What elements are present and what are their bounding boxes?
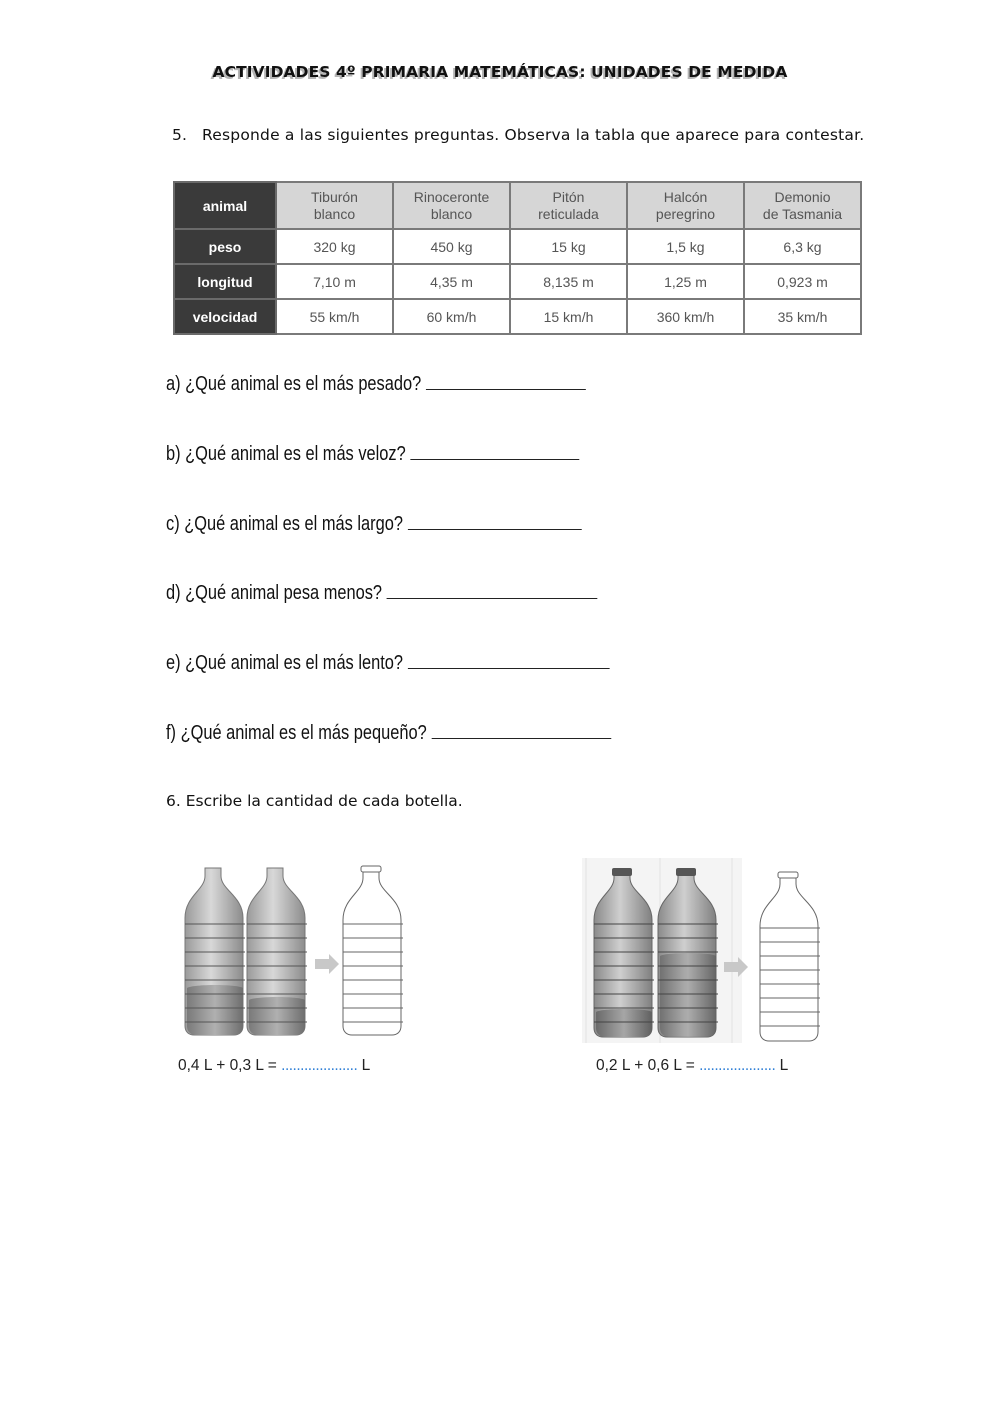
table-cell: 1,25 m xyxy=(627,264,744,299)
table-cell: 0,923 m xyxy=(744,264,861,299)
equation-left-unit: L xyxy=(361,1057,371,1074)
answer-blank-c[interactable] xyxy=(408,515,582,530)
table-col-header: Pitón reticulada xyxy=(510,182,627,229)
question-d: d) ¿Qué animal pesa menos? xyxy=(166,582,598,605)
row-label: velocidad xyxy=(174,299,276,334)
empty-bottle-icon xyxy=(343,866,403,1035)
table-cell: 7,10 m xyxy=(276,264,393,299)
table-cell: 6,3 kg xyxy=(744,229,861,264)
equation-left xyxy=(178,1057,370,1075)
table-col-header: Demonio de Tasmania xyxy=(744,182,861,229)
animal-table xyxy=(173,181,862,335)
bottle-icon xyxy=(185,868,245,1035)
equation-right-unit: L xyxy=(779,1057,789,1074)
question-f: f) ¿Qué animal es el más pequeño? xyxy=(166,722,611,745)
table-row-velocidad xyxy=(174,299,861,334)
answer-blank-d[interactable] xyxy=(387,584,598,599)
answer-blank-f[interactable] xyxy=(432,724,612,739)
row-label: peso xyxy=(174,229,276,264)
answer-blank-b[interactable] xyxy=(411,445,580,460)
table-header-row xyxy=(174,182,861,229)
answer-blank-left[interactable]: .................... xyxy=(281,1057,358,1074)
row-label: longitud xyxy=(174,264,276,299)
answer-blank-a[interactable] xyxy=(426,375,586,390)
exercise-5-text: Responde a las siguientes preguntas. Observa la tabla que aparece para contestar. xyxy=(202,126,865,144)
table-corner-cell: animal xyxy=(174,182,276,229)
table-cell: 15 kg xyxy=(510,229,627,264)
table-col-header: Rinoceronte blanco xyxy=(393,182,510,229)
answer-blank-e[interactable] xyxy=(408,654,610,669)
table-cell: 15 km/h xyxy=(510,299,627,334)
bottles-illustration-left xyxy=(175,860,415,1040)
bottles-illustration-right xyxy=(582,858,832,1043)
table-cell: 35 km/h xyxy=(744,299,861,334)
table-cell: 1,5 kg xyxy=(627,229,744,264)
table-row-peso xyxy=(174,229,861,264)
exercise-5-number: 5. xyxy=(172,126,188,144)
arrow-right-icon xyxy=(315,954,339,974)
equation-left-expression: 0,4 L + 0,3 L = xyxy=(178,1057,277,1074)
page-title: ACTIVIDADES 4º PRIMARIA MATEMÁTICAS: UNIDADES DE MEDIDA xyxy=(212,63,788,81)
empty-bottle-icon xyxy=(760,872,820,1041)
table-col-header: Tiburón blanco xyxy=(276,182,393,229)
table-row-longitud xyxy=(174,264,861,299)
question-e: e) ¿Qué animal es el más lento? xyxy=(166,652,610,675)
table-cell: 55 km/h xyxy=(276,299,393,334)
table-cell: 8,135 m xyxy=(510,264,627,299)
equation-right-expression: 0,2 L + 0,6 L = xyxy=(596,1057,695,1074)
question-c: c) ¿Qué animal es el más largo? xyxy=(166,513,582,536)
exercise-5-instruction xyxy=(172,126,864,144)
table-cell: 320 kg xyxy=(276,229,393,264)
answer-blank-right[interactable]: .................... xyxy=(699,1057,776,1074)
question-a: a) ¿Qué animal es el más pesado? xyxy=(166,373,586,396)
table-cell: 360 km/h xyxy=(627,299,744,334)
question-b: b) ¿Qué animal es el más veloz? xyxy=(166,443,580,466)
table-col-header: Halcón peregrino xyxy=(627,182,744,229)
table-cell: 60 km/h xyxy=(393,299,510,334)
exercise-6-instruction: 6. Escribe la cantidad de cada botella. xyxy=(166,792,463,810)
equation-right xyxy=(596,1057,788,1075)
table-cell: 450 kg xyxy=(393,229,510,264)
table-cell: 4,35 m xyxy=(393,264,510,299)
bottle-icon xyxy=(247,868,307,1035)
